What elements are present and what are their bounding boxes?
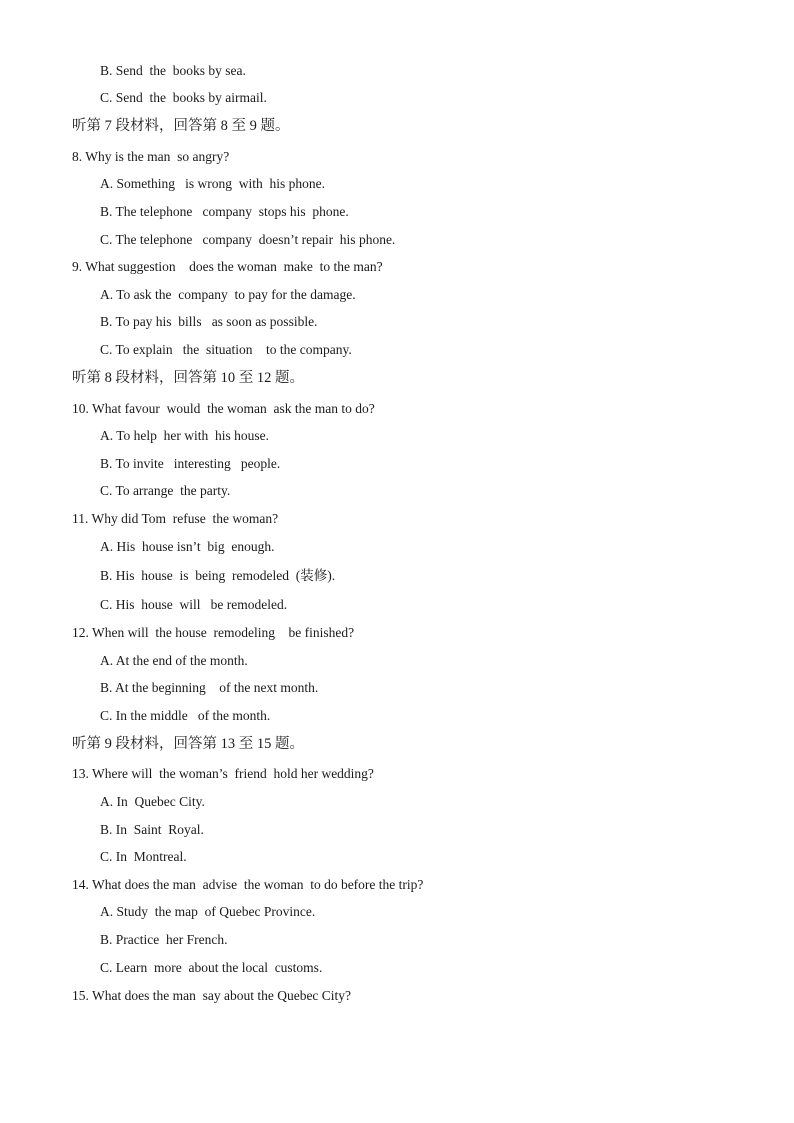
answer-option: B. To invite interesting people. — [100, 456, 281, 471]
question-text: 9. What suggestion does the woman make to the man? — [72, 259, 383, 274]
question-text: 15. What does the man say about the Quebec City? — [72, 988, 352, 1003]
answer-option: B. To pay his bills as soon as possible. — [100, 314, 318, 329]
answer-option: C. His house will be remodeled. — [100, 597, 288, 612]
answer-option: A. To ask the company to pay for the damage. — [100, 287, 356, 302]
section-heading: 听第 9 段材料，回答第 13 至 15 题。 — [72, 736, 304, 752]
answer-option: C. The telephone company doesn’t repair his phone. — [100, 232, 396, 247]
answer-option: B. Practice her French. — [100, 932, 228, 947]
answer-option: A. In Quebec City. — [100, 794, 205, 809]
question-text: 8. Why is the man so angry? — [72, 149, 230, 164]
section-heading: 听第 7 段材料，回答第 8 至 9 题。 — [72, 118, 290, 134]
answer-option: B. Send the books by sea. — [100, 63, 246, 78]
answer-option: A. His house isn’t big enough. — [100, 539, 275, 554]
question-text: 13. Where will the woman’s friend hold her wedding? — [72, 766, 374, 781]
answer-option: A. Something is wrong with his phone. — [100, 176, 325, 191]
answer-option: B. In Saint Royal. — [100, 822, 204, 837]
answer-option: B. His house is being remodeled (装修). — [100, 568, 336, 583]
answer-option: A. To help her with his house. — [100, 428, 270, 443]
answer-option: C. Send the books by airmail. — [100, 90, 267, 105]
question-text: 14. What does the man advise the woman to do before the trip? — [72, 877, 424, 892]
answer-option: A. At the end of the month. — [100, 653, 248, 668]
answer-option: C. Learn more about the local customs. — [100, 960, 323, 975]
question-text: 12. When will the house remodeling be finished? — [72, 625, 355, 640]
question-text: 10. What favour would the woman ask the man to do? — [72, 401, 375, 416]
answer-option: C. In Montreal. — [100, 849, 187, 864]
answer-option: B. The telephone company stops his phone. — [100, 204, 349, 219]
answer-option: C. To explain the situation to the company. — [100, 342, 352, 357]
section-heading: 听第 8 段材料，回答第 10 至 12 题。 — [72, 370, 304, 386]
question-text: 11. Why did Tom refuse the woman? — [72, 511, 279, 526]
answer-option: C. To arrange the party. — [100, 483, 231, 498]
answer-option: C. In the middle of the month. — [100, 708, 271, 723]
answer-option: A. Study the map of Quebec Province. — [100, 904, 316, 919]
answer-option: B. At the beginning of the next month. — [100, 680, 319, 695]
